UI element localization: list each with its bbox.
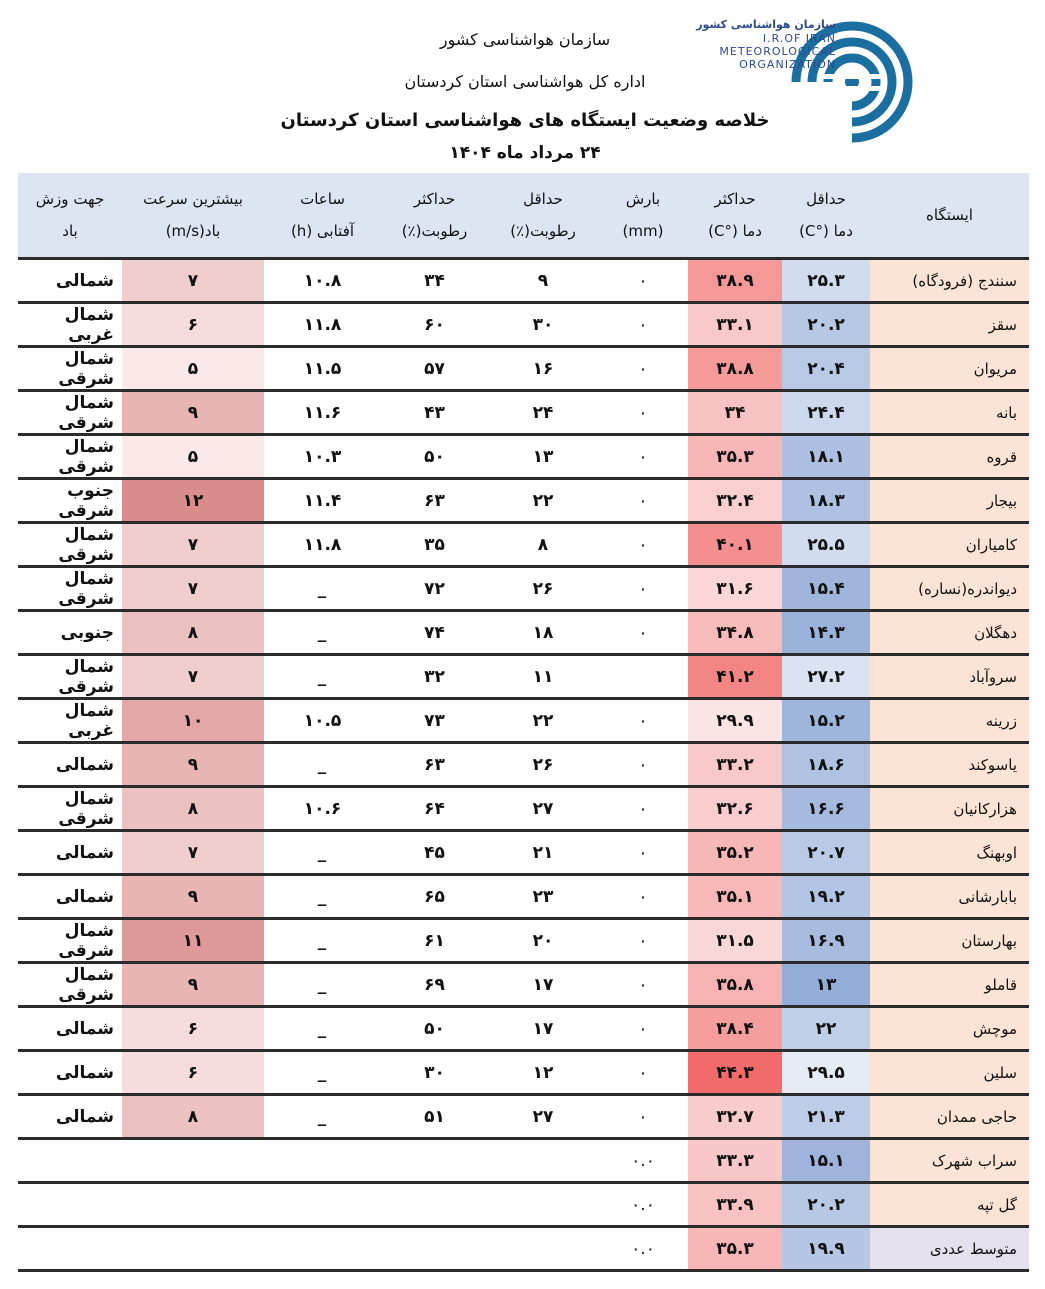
column-header-line1: بیشترین سرعت bbox=[143, 190, 243, 208]
wind-direction-cell: شمالی bbox=[18, 831, 122, 875]
max-temp-cell: ۳۵.۸ bbox=[688, 963, 782, 1007]
min-temp-cell: ۲۷.۲ bbox=[782, 655, 870, 699]
min-humidity-cell: ۱۷ bbox=[488, 1007, 598, 1051]
rain-cell: ۰ bbox=[598, 391, 688, 435]
min-temp-cell: ۱۹.۹ bbox=[782, 1227, 870, 1271]
max-humidity-cell: ۷۳ bbox=[381, 699, 488, 743]
wind-speed-cell: ۸ bbox=[122, 1095, 264, 1139]
wind-speed-cell: ۱۲ bbox=[122, 479, 264, 523]
column-header-line2: رطوبت(٪) bbox=[401, 222, 468, 240]
max-temp-cell: ۴۴.۳ bbox=[688, 1051, 782, 1095]
rain-cell: ۰ bbox=[598, 479, 688, 523]
max-temp-cell: ۳۸.۹ bbox=[688, 259, 782, 303]
max-humidity-cell: ۵۷ bbox=[381, 347, 488, 391]
station-name: اوبهنگ bbox=[870, 831, 1029, 875]
column-header-line2: (mm) bbox=[622, 222, 664, 240]
min-humidity-cell: ۱۲ bbox=[488, 1051, 598, 1095]
max-temp-cell: ۳۴.۸ bbox=[688, 611, 782, 655]
wind-speed-cell: ۶ bbox=[122, 1051, 264, 1095]
sun-hours-cell: ۱۰.۶ bbox=[264, 787, 381, 831]
sun-hours-cell: _ bbox=[264, 1051, 381, 1095]
max-temp-cell: ۳۳.۳ bbox=[688, 1139, 782, 1183]
table-row bbox=[18, 347, 1029, 391]
column-header-line1: حداکثر bbox=[714, 190, 756, 208]
max-humidity-cell: ۶۳ bbox=[381, 743, 488, 787]
wind-direction-cell: شمال شرقی bbox=[18, 435, 122, 479]
min-humidity-cell: ۲۴ bbox=[488, 391, 598, 435]
wind-direction-cell: شمالی bbox=[18, 875, 122, 919]
table-row bbox=[18, 743, 1029, 787]
wind-speed-cell: ۹ bbox=[122, 391, 264, 435]
min-temp-cell: ۱۵.۴ bbox=[782, 567, 870, 611]
column-header-line1: حداقل bbox=[806, 190, 846, 208]
max-humidity-cell: ۳۲ bbox=[381, 655, 488, 699]
column-header-line2: رطوبت(٪) bbox=[510, 222, 576, 240]
sun-hours-cell: _ bbox=[264, 611, 381, 655]
rain-cell: ۰ bbox=[598, 919, 688, 963]
table-row bbox=[18, 1095, 1029, 1139]
wind-speed-cell: ۷ bbox=[122, 655, 264, 699]
rain-cell: ۰ bbox=[598, 699, 688, 743]
rain-cell: ۰ bbox=[598, 259, 688, 303]
min-temp-cell: ۱۳ bbox=[782, 963, 870, 1007]
wind-speed-cell: ۷ bbox=[122, 259, 264, 303]
min-humidity-cell: ۱۱ bbox=[488, 655, 598, 699]
table-row bbox=[18, 875, 1029, 919]
wind-direction-cell: شمال شرقی bbox=[18, 919, 122, 963]
sun-hours-cell: _ bbox=[264, 567, 381, 611]
min-humidity-cell: ۲۲ bbox=[488, 699, 598, 743]
min-humidity-cell bbox=[488, 1183, 598, 1227]
table-row bbox=[18, 699, 1029, 743]
column-header-4 bbox=[488, 173, 598, 259]
wind-direction-cell bbox=[18, 1183, 122, 1227]
min-humidity-cell: ۲۷ bbox=[488, 1095, 598, 1139]
table-row bbox=[18, 1007, 1029, 1051]
sun-hours-cell: ۱۰.۳ bbox=[264, 435, 381, 479]
max-temp-cell: ۳۴ bbox=[688, 391, 782, 435]
column-header-line1: حداکثر bbox=[413, 190, 456, 208]
max-humidity-cell: ۶۵ bbox=[381, 875, 488, 919]
wind-direction-cell: شمالی bbox=[18, 1095, 122, 1139]
min-humidity-cell: ۱۸ bbox=[488, 611, 598, 655]
sun-hours-cell: _ bbox=[264, 831, 381, 875]
sun-hours-cell: _ bbox=[264, 875, 381, 919]
station-name: قروه bbox=[870, 435, 1029, 479]
min-humidity-cell: ۲۶ bbox=[488, 743, 598, 787]
logo-en-line1: I.R.OF IRAN bbox=[762, 32, 836, 45]
wind-direction-cell: جنوبی bbox=[18, 611, 122, 655]
table-row bbox=[18, 435, 1029, 479]
max-humidity-cell: ۶۴ bbox=[381, 787, 488, 831]
table-header-row bbox=[18, 173, 1029, 259]
max-humidity-cell: ۴۳ bbox=[381, 391, 488, 435]
rain-cell: ۰ bbox=[598, 1051, 688, 1095]
sun-hours-cell: _ bbox=[264, 1007, 381, 1051]
report-title: خلاصه وضعیت ایستگاه های هواشناسی استان کردستان bbox=[280, 110, 770, 131]
column-header-line1: ایستگاه bbox=[926, 206, 973, 224]
wind-direction-cell: شمال شرقی bbox=[18, 567, 122, 611]
station-name: بانه bbox=[870, 391, 1029, 435]
table-row bbox=[18, 831, 1029, 875]
station-name: زرینه bbox=[870, 699, 1029, 743]
min-temp-cell: ۲۰.۲ bbox=[782, 303, 870, 347]
sun-hours-cell: ۱۰.۵ bbox=[264, 699, 381, 743]
header-org: سازمان هواشناسی کشور bbox=[439, 30, 611, 49]
logo-en-line3: ORGANIZATION bbox=[739, 58, 836, 71]
min-humidity-cell: ۹ bbox=[488, 259, 598, 303]
wind-direction-cell: شمال شرقی bbox=[18, 787, 122, 831]
rain-cell: ۰.۰ bbox=[598, 1139, 688, 1183]
max-humidity-cell: ۵۰ bbox=[381, 1007, 488, 1051]
max-humidity-cell bbox=[381, 1227, 488, 1271]
min-temp-cell: ۱۵.۱ bbox=[782, 1139, 870, 1183]
table-row bbox=[18, 391, 1029, 435]
wind-speed-cell: ۷ bbox=[122, 831, 264, 875]
logo-en-line2: METEOROLOGICAL bbox=[719, 45, 836, 58]
wind-direction-cell: شمال شرقی bbox=[18, 963, 122, 1007]
wind-speed-cell: ۷ bbox=[122, 523, 264, 567]
station-name: هزارکانیان bbox=[870, 787, 1029, 831]
max-temp-cell: ۳۵.۳ bbox=[688, 435, 782, 479]
max-temp-cell: ۳۲.۷ bbox=[688, 1095, 782, 1139]
station-name: بابارشانی bbox=[870, 875, 1029, 919]
table-row bbox=[18, 523, 1029, 567]
min-temp-cell: ۱۸.۳ bbox=[782, 479, 870, 523]
max-humidity-cell: ۳۴ bbox=[381, 259, 488, 303]
sun-hours-cell: ۱۱.۸ bbox=[264, 303, 381, 347]
min-temp-cell: ۲۵.۳ bbox=[782, 259, 870, 303]
min-temp-cell: ۲۰.۷ bbox=[782, 831, 870, 875]
max-humidity-cell: ۷۲ bbox=[381, 567, 488, 611]
station-name: قاملو bbox=[870, 963, 1029, 1007]
max-temp-cell: ۳۸.۸ bbox=[688, 347, 782, 391]
sun-hours-cell bbox=[264, 1227, 381, 1271]
sun-hours-cell: ۱۱.۴ bbox=[264, 479, 381, 523]
wind-speed-cell: ۶ bbox=[122, 1007, 264, 1051]
table-row bbox=[18, 303, 1029, 347]
rain-cell: ۰ bbox=[598, 963, 688, 1007]
rain-cell: ۰ bbox=[598, 875, 688, 919]
column-header-line1: بارش bbox=[625, 190, 661, 208]
wind-direction-cell: شمالی bbox=[18, 1007, 122, 1051]
table-row bbox=[18, 919, 1029, 963]
max-temp-cell: ۳۳.۹ bbox=[688, 1183, 782, 1227]
station-name: بهارستان bbox=[870, 919, 1029, 963]
station-name: حاجی ممدان bbox=[870, 1095, 1029, 1139]
rain-cell: ۰.۰ bbox=[598, 1183, 688, 1227]
sun-hours-cell: _ bbox=[264, 919, 381, 963]
min-humidity-cell: ۱۳ bbox=[488, 435, 598, 479]
wind-speed-cell bbox=[122, 1183, 264, 1227]
column-header-3 bbox=[598, 173, 688, 259]
column-header-5 bbox=[381, 173, 488, 259]
sun-hours-cell: _ bbox=[264, 963, 381, 1007]
min-temp-cell: ۲۱.۳ bbox=[782, 1095, 870, 1139]
max-temp-cell: ۳۵.۱ bbox=[688, 875, 782, 919]
wind-speed-cell bbox=[122, 1227, 264, 1271]
wind-direction-cell: شمال غربی bbox=[18, 699, 122, 743]
sun-hours-cell: _ bbox=[264, 655, 381, 699]
table-row bbox=[18, 1183, 1029, 1227]
column-header-line2: آفتابی (h) bbox=[290, 222, 355, 240]
min-temp-cell: ۲۰.۲ bbox=[782, 1183, 870, 1227]
min-temp-cell: ۲۴.۴ bbox=[782, 391, 870, 435]
min-humidity-cell: ۲۳ bbox=[488, 875, 598, 919]
table-body bbox=[18, 259, 1029, 1271]
table-row bbox=[18, 963, 1029, 1007]
max-humidity-cell: ۶۱ bbox=[381, 919, 488, 963]
wind-direction-cell: شمالی bbox=[18, 743, 122, 787]
sun-hours-cell: _ bbox=[264, 1095, 381, 1139]
station-name: بیجار bbox=[870, 479, 1029, 523]
column-header-line2: دما (°C) bbox=[708, 222, 762, 240]
min-temp-cell: ۲۵.۵ bbox=[782, 523, 870, 567]
max-temp-cell: ۳۵.۲ bbox=[688, 831, 782, 875]
max-temp-cell: ۴۰.۱ bbox=[688, 523, 782, 567]
wind-speed-cell bbox=[122, 1139, 264, 1183]
max-humidity-cell: ۶۳ bbox=[381, 479, 488, 523]
header-office: اداره کل هواشناسی استان کردستان bbox=[404, 72, 646, 91]
min-humidity-cell: ۱۷ bbox=[488, 963, 598, 1007]
max-temp-cell: ۳۱.۶ bbox=[688, 567, 782, 611]
max-temp-cell: ۳۲.۴ bbox=[688, 479, 782, 523]
min-humidity-cell: ۲۰ bbox=[488, 919, 598, 963]
station-name: سراب شهرک bbox=[870, 1139, 1029, 1183]
min-humidity-cell bbox=[488, 1227, 598, 1271]
max-humidity-cell: ۴۵ bbox=[381, 831, 488, 875]
rain-cell: ۰ bbox=[598, 1095, 688, 1139]
column-header-2 bbox=[688, 173, 782, 259]
station-name: سقز bbox=[870, 303, 1029, 347]
max-temp-cell: ۲۹.۹ bbox=[688, 699, 782, 743]
irimo-logo bbox=[692, 14, 922, 144]
wind-speed-cell: ۵ bbox=[122, 435, 264, 479]
table-row bbox=[18, 259, 1029, 303]
sun-hours-cell bbox=[264, 1183, 381, 1227]
table-row bbox=[18, 1139, 1029, 1183]
rain-cell: ۰ bbox=[598, 1007, 688, 1051]
sun-hours-cell: ۱۱.۵ bbox=[264, 347, 381, 391]
wind-speed-cell: ۸ bbox=[122, 611, 264, 655]
wind-direction-cell: شمال شرقی bbox=[18, 655, 122, 699]
station-name: سنندج (فرودگاه) bbox=[870, 259, 1029, 303]
max-temp-cell: ۳۵.۳ bbox=[688, 1227, 782, 1271]
max-humidity-cell bbox=[381, 1183, 488, 1227]
max-temp-cell: ۳۱.۵ bbox=[688, 919, 782, 963]
min-humidity-cell: ۲۶ bbox=[488, 567, 598, 611]
min-humidity-cell: ۲۱ bbox=[488, 831, 598, 875]
station-name: دهگلان bbox=[870, 611, 1029, 655]
wind-direction-cell: شمال شرقی bbox=[18, 523, 122, 567]
min-humidity-cell: ۲۷ bbox=[488, 787, 598, 831]
station-name: متوسط عددی bbox=[870, 1227, 1029, 1271]
column-header-line2: باد bbox=[62, 222, 78, 240]
sun-hours-cell bbox=[264, 1139, 381, 1183]
table-row bbox=[18, 479, 1029, 523]
column-header-line1: حداقل bbox=[523, 190, 563, 208]
max-humidity-cell: ۶۰ bbox=[381, 303, 488, 347]
rain-cell: ۰ bbox=[598, 347, 688, 391]
wind-speed-cell: ۱۱ bbox=[122, 919, 264, 963]
station-name: گل تپه bbox=[870, 1183, 1029, 1227]
max-temp-cell: ۳۳.۱ bbox=[688, 303, 782, 347]
sun-hours-cell: ۱۱.۸ bbox=[264, 523, 381, 567]
sun-hours-cell: _ bbox=[264, 743, 381, 787]
wind-direction-cell: شمال غربی bbox=[18, 303, 122, 347]
max-temp-cell: ۴۱.۲ bbox=[688, 655, 782, 699]
min-temp-cell: ۱۴.۳ bbox=[782, 611, 870, 655]
rain-cell: ۰ bbox=[598, 523, 688, 567]
min-temp-cell: ۲۲ bbox=[782, 1007, 870, 1051]
station-name: سروآباد bbox=[870, 655, 1029, 699]
rain-cell bbox=[598, 655, 688, 699]
station-name: سلین bbox=[870, 1051, 1029, 1095]
max-humidity-cell bbox=[381, 1139, 488, 1183]
wind-direction-cell: جنوب شرقی bbox=[18, 479, 122, 523]
table-row bbox=[18, 567, 1029, 611]
max-humidity-cell: ۶۹ bbox=[381, 963, 488, 1007]
wind-speed-cell: ۹ bbox=[122, 875, 264, 919]
min-temp-cell: ۱۵.۲ bbox=[782, 699, 870, 743]
max-humidity-cell: ۷۴ bbox=[381, 611, 488, 655]
rain-cell: ۰ bbox=[598, 611, 688, 655]
column-header-7 bbox=[122, 173, 264, 259]
station-name: کامیاران bbox=[870, 523, 1029, 567]
rain-cell: ۰ bbox=[598, 435, 688, 479]
column-header-line1: جهت وزش bbox=[35, 190, 105, 208]
rain-cell: ۰.۰ bbox=[598, 1227, 688, 1271]
wind-speed-cell: ۷ bbox=[122, 567, 264, 611]
wind-speed-cell: ۱۰ bbox=[122, 699, 264, 743]
rain-cell: ۰ bbox=[598, 743, 688, 787]
min-humidity-cell bbox=[488, 1139, 598, 1183]
wind-speed-cell: ۶ bbox=[122, 303, 264, 347]
wind-direction-cell: شمال شرقی bbox=[18, 347, 122, 391]
station-name: مریوان bbox=[870, 347, 1029, 391]
max-humidity-cell: ۳۰ bbox=[381, 1051, 488, 1095]
wind-speed-cell: ۹ bbox=[122, 963, 264, 1007]
column-header-1 bbox=[782, 173, 870, 259]
stations-table bbox=[18, 173, 1029, 1272]
min-temp-cell: ۱۸.۱ bbox=[782, 435, 870, 479]
column-header-0 bbox=[870, 173, 1029, 259]
max-temp-cell: ۳۸.۴ bbox=[688, 1007, 782, 1051]
column-header-8 bbox=[18, 173, 122, 259]
rain-cell: ۰ bbox=[598, 831, 688, 875]
wind-direction-cell: شمالی bbox=[18, 259, 122, 303]
min-humidity-cell: ۳۰ bbox=[488, 303, 598, 347]
min-temp-cell: ۲۹.۵ bbox=[782, 1051, 870, 1095]
wind-direction-cell: شمالی bbox=[18, 1051, 122, 1095]
min-humidity-cell: ۲۲ bbox=[488, 479, 598, 523]
wind-direction-cell bbox=[18, 1227, 122, 1271]
max-temp-cell: ۳۲.۶ bbox=[688, 787, 782, 831]
sun-hours-cell: ۱۱.۶ bbox=[264, 391, 381, 435]
min-temp-cell: ۱۸.۶ bbox=[782, 743, 870, 787]
average-row bbox=[18, 1227, 1029, 1271]
wind-speed-cell: ۵ bbox=[122, 347, 264, 391]
column-header-line2: باد(m/s) bbox=[165, 222, 221, 240]
wind-direction-cell bbox=[18, 1139, 122, 1183]
min-temp-cell: ۱۹.۲ bbox=[782, 875, 870, 919]
column-header-line2: دما (°C) bbox=[799, 222, 853, 240]
wind-speed-cell: ۹ bbox=[122, 743, 264, 787]
max-humidity-cell: ۵۰ bbox=[381, 435, 488, 479]
min-temp-cell: ۱۶.۶ bbox=[782, 787, 870, 831]
station-name: یاسوکند bbox=[870, 743, 1029, 787]
table-row bbox=[18, 1051, 1029, 1095]
column-header-6 bbox=[264, 173, 381, 259]
max-humidity-cell: ۳۵ bbox=[381, 523, 488, 567]
sun-hours-cell: ۱۰.۸ bbox=[264, 259, 381, 303]
rain-cell: ۰ bbox=[598, 303, 688, 347]
min-temp-cell: ۱۶.۹ bbox=[782, 919, 870, 963]
table-row bbox=[18, 655, 1029, 699]
logo-fa-text: سازمان هواشناسی کشور bbox=[696, 18, 836, 31]
wind-speed-cell: ۸ bbox=[122, 787, 264, 831]
column-header-line1: ساعات bbox=[300, 190, 345, 208]
report-date: ۲۴ مرداد ماه ۱۴۰۴ bbox=[449, 143, 601, 163]
rain-cell: ۰ bbox=[598, 787, 688, 831]
max-humidity-cell: ۵۱ bbox=[381, 1095, 488, 1139]
station-name: موچش bbox=[870, 1007, 1029, 1051]
min-humidity-cell: ۱۶ bbox=[488, 347, 598, 391]
rain-cell: ۰ bbox=[598, 567, 688, 611]
min-humidity-cell: ۸ bbox=[488, 523, 598, 567]
table-row bbox=[18, 611, 1029, 655]
wind-direction-cell: شمال شرقی bbox=[18, 391, 122, 435]
min-temp-cell: ۲۰.۴ bbox=[782, 347, 870, 391]
table-row bbox=[18, 787, 1029, 831]
station-name: دیواندره(نساره) bbox=[870, 567, 1029, 611]
max-temp-cell: ۳۳.۲ bbox=[688, 743, 782, 787]
